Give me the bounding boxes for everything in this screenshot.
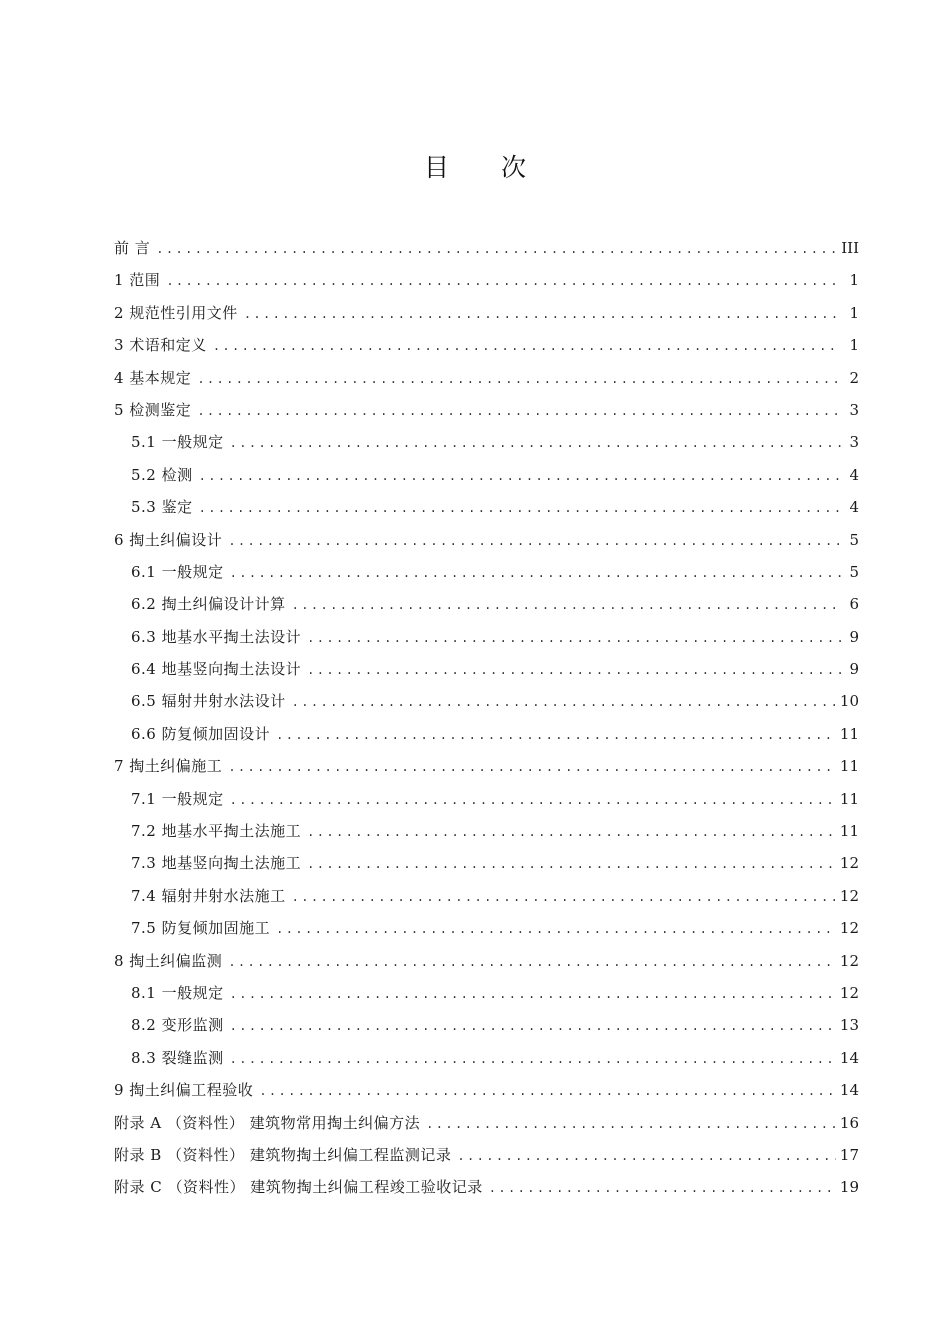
toc-dot-leader bbox=[426, 1108, 836, 1140]
toc-entry-page-number: 19 bbox=[839, 1178, 859, 1197]
toc-dot-leader bbox=[489, 1172, 836, 1204]
table-of-contents bbox=[114, 232, 859, 1204]
toc-dot-leader bbox=[292, 881, 836, 913]
toc-dot-leader bbox=[213, 330, 841, 362]
toc-entry[interactable] bbox=[114, 394, 859, 426]
toc-entry-page-number: 3 bbox=[849, 433, 859, 452]
toc-entry-label: 6.2 掏土纠偏设计计算 bbox=[131, 595, 286, 614]
toc-dot-leader bbox=[259, 1075, 836, 1107]
toc-entry-label: 8.1 一般规定 bbox=[131, 983, 224, 1002]
toc-entry-label: 8.3 裂缝监测 bbox=[131, 1048, 224, 1067]
toc-entry-page-number: 11 bbox=[839, 724, 859, 743]
toc-dot-leader bbox=[307, 654, 841, 686]
toc-entry-page-number: 14 bbox=[839, 1048, 859, 1067]
toc-dot-leader bbox=[166, 265, 841, 297]
toc-entry-label: 6.5 辐射井射水法设计 bbox=[131, 692, 286, 711]
toc-dot-leader bbox=[230, 557, 841, 589]
toc-entry-page-number: 1 bbox=[849, 303, 859, 322]
toc-entry-label: 附录 B （资料性） 建筑物掏土纠偏工程监测记录 bbox=[114, 1145, 452, 1164]
toc-entry[interactable] bbox=[114, 847, 859, 879]
toc-entry-label: 6.4 地基竖向掏土法设计 bbox=[131, 660, 302, 679]
toc-dot-leader bbox=[244, 298, 841, 330]
toc-entry-page-number: 10 bbox=[839, 692, 859, 711]
toc-dot-leader bbox=[228, 525, 841, 557]
toc-entry[interactable] bbox=[114, 1074, 859, 1106]
toc-entry-label: 7.4 辐射井射水法施工 bbox=[131, 886, 286, 905]
toc-entry[interactable] bbox=[114, 297, 859, 329]
toc-entry-label: 8.2 变形监测 bbox=[131, 1016, 224, 1035]
toc-entry-label: 5 检测鉴定 bbox=[114, 400, 192, 419]
toc-entry[interactable] bbox=[114, 977, 859, 1009]
toc-entry-page-number: 4 bbox=[849, 465, 859, 484]
toc-entry-page-number: 12 bbox=[839, 854, 859, 873]
toc-entry[interactable] bbox=[114, 945, 859, 977]
toc-entry[interactable] bbox=[114, 815, 859, 847]
toc-entry[interactable] bbox=[114, 491, 859, 523]
toc-dot-leader bbox=[292, 589, 841, 621]
toc-entry-label: 7.2 地基水平掏土法施工 bbox=[131, 822, 302, 841]
toc-entry-page-number: 12 bbox=[839, 886, 859, 905]
toc-entry-page-number: 12 bbox=[839, 951, 859, 970]
toc-entry-label: 6.1 一般规定 bbox=[131, 562, 224, 581]
toc-dot-leader bbox=[230, 978, 836, 1010]
toc-entry[interactable] bbox=[114, 1107, 859, 1139]
toc-entry-page-number: 6 bbox=[849, 595, 859, 614]
toc-entry-page-number: 11 bbox=[839, 822, 859, 841]
toc-entry[interactable] bbox=[114, 264, 859, 296]
toc-entry-label: 前 言 bbox=[114, 239, 151, 257]
toc-entry-page-number: 11 bbox=[839, 757, 859, 776]
toc-entry-page-number: 12 bbox=[839, 919, 859, 938]
toc-entry[interactable] bbox=[114, 588, 859, 620]
toc-entry[interactable] bbox=[114, 1139, 859, 1171]
toc-dot-leader bbox=[307, 622, 841, 654]
toc-entry-page-number: 17 bbox=[839, 1145, 859, 1164]
toc-dot-leader bbox=[199, 460, 841, 492]
toc-entry[interactable] bbox=[114, 232, 859, 264]
toc-entry-label: 3 术语和定义 bbox=[114, 336, 207, 355]
toc-dot-leader bbox=[156, 233, 837, 265]
toc-entry-label: 1 范围 bbox=[114, 271, 161, 290]
page-title: 目 次 bbox=[424, 153, 548, 182]
toc-entry-label: 附录 A （资料性） 建筑物常用掏土纠偏方法 bbox=[114, 1113, 421, 1132]
toc-entry-page-number: 1 bbox=[849, 271, 859, 290]
toc-entry[interactable] bbox=[114, 685, 859, 717]
toc-dot-leader bbox=[276, 719, 836, 751]
toc-entry[interactable] bbox=[114, 524, 859, 556]
toc-dot-leader bbox=[292, 686, 836, 718]
toc-entry-label: 5.2 检测 bbox=[131, 465, 193, 484]
toc-entry-page-number: 3 bbox=[849, 400, 859, 419]
toc-entry[interactable] bbox=[114, 1009, 859, 1041]
toc-entry-label: 9 掏土纠偏工程验收 bbox=[114, 1081, 254, 1100]
toc-dot-leader bbox=[230, 1010, 836, 1042]
toc-entry[interactable] bbox=[114, 329, 859, 361]
toc-entry[interactable] bbox=[114, 783, 859, 815]
toc-entry[interactable] bbox=[114, 1042, 859, 1074]
toc-entry-page-number: 9 bbox=[849, 627, 859, 646]
toc-entry-page-number: 1 bbox=[849, 336, 859, 355]
toc-entry-page-number: 11 bbox=[839, 789, 859, 808]
toc-entry-label: 7.1 一般规定 bbox=[131, 789, 224, 808]
toc-dot-leader bbox=[197, 363, 841, 395]
toc-entry[interactable] bbox=[114, 653, 859, 685]
toc-entry-label: 5.3 鉴定 bbox=[131, 498, 193, 517]
toc-entry[interactable] bbox=[114, 459, 859, 491]
toc-dot-leader bbox=[197, 395, 841, 427]
toc-dot-leader bbox=[307, 848, 836, 880]
toc-entry-label: 5.1 一般规定 bbox=[131, 433, 224, 452]
toc-entry[interactable] bbox=[114, 556, 859, 588]
toc-entry[interactable] bbox=[114, 718, 859, 750]
toc-dot-leader bbox=[230, 1043, 836, 1075]
toc-entry[interactable] bbox=[114, 880, 859, 912]
toc-entry-label: 6.3 地基水平掏土法设计 bbox=[131, 627, 302, 646]
toc-entry-page-number: 5 bbox=[849, 562, 859, 581]
toc-dot-leader bbox=[307, 816, 836, 848]
toc-entry-page-number: 13 bbox=[839, 1016, 859, 1035]
toc-dot-leader bbox=[457, 1140, 836, 1172]
toc-entry[interactable] bbox=[114, 362, 859, 394]
toc-entry-label: 7 掏土纠偏施工 bbox=[114, 757, 223, 776]
toc-entry-label: 8 掏土纠偏监测 bbox=[114, 951, 223, 970]
toc-entry-label: 7.5 防复倾加固施工 bbox=[131, 919, 271, 938]
toc-entry-page-number: III bbox=[841, 239, 859, 257]
toc-entry-page-number: 5 bbox=[849, 530, 859, 549]
toc-dot-leader bbox=[230, 427, 841, 459]
toc-entry-page-number: 9 bbox=[849, 660, 859, 679]
toc-dot-leader bbox=[228, 946, 836, 978]
toc-entry-label: 附录 C （资料性） 建筑物掏土纠偏工程竣工验收记录 bbox=[114, 1178, 483, 1197]
toc-entry-page-number: 16 bbox=[839, 1113, 859, 1132]
toc-entry-label: 2 规范性引用文件 bbox=[114, 303, 238, 322]
toc-entry-label: 6.6 防复倾加固设计 bbox=[131, 724, 271, 743]
toc-entry[interactable] bbox=[114, 426, 859, 458]
toc-entry-page-number: 14 bbox=[839, 1081, 859, 1100]
toc-entry-label: 7.3 地基竖向掏土法施工 bbox=[131, 854, 302, 873]
toc-entry-page-number: 2 bbox=[849, 368, 859, 387]
toc-entry-page-number: 4 bbox=[849, 498, 859, 517]
toc-entry-label: 4 基本规定 bbox=[114, 368, 192, 387]
toc-entry-label: 6 掏土纠偏设计 bbox=[114, 530, 223, 549]
toc-entry[interactable] bbox=[114, 1171, 859, 1203]
toc-dot-leader bbox=[228, 751, 836, 783]
toc-entry[interactable] bbox=[114, 912, 859, 944]
toc-dot-leader bbox=[276, 913, 836, 945]
toc-dot-leader bbox=[199, 492, 841, 524]
toc-entry[interactable] bbox=[114, 750, 859, 782]
toc-entry-page-number: 12 bbox=[839, 983, 859, 1002]
toc-dot-leader bbox=[230, 784, 836, 816]
toc-entry[interactable] bbox=[114, 621, 859, 653]
